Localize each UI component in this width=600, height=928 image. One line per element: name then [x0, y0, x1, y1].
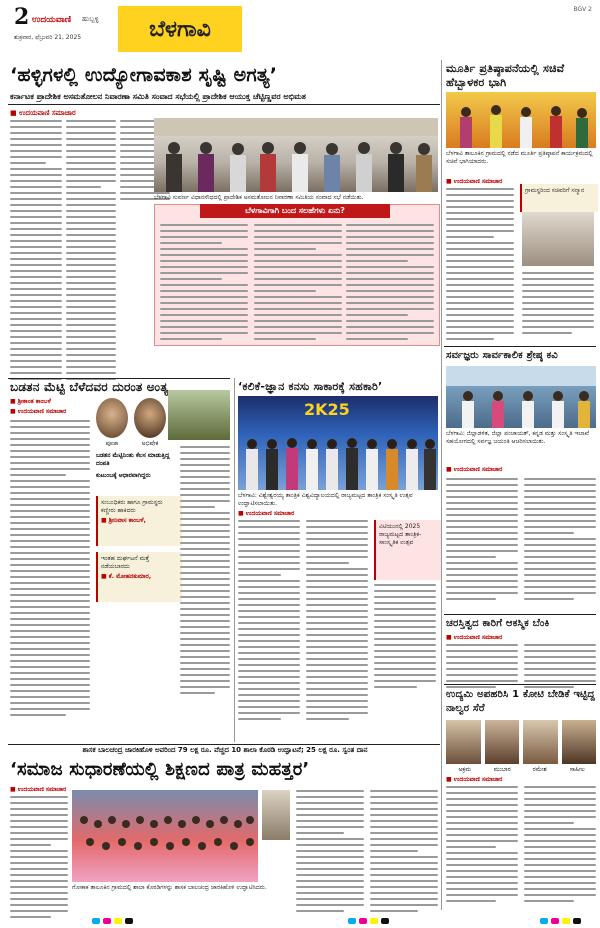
divider — [444, 684, 596, 685]
page-number: 2 — [14, 4, 30, 30]
fire-headline: ಚರಸ್ತಿತ್ವದ ಕಾರಿಗೆ ಆಕಸ್ಮಿಕ ಬೆಂಕಿ — [446, 618, 550, 629]
sarvajna-col1 — [446, 478, 518, 604]
sarvajna-byline: ■ ಉದಯವಾಣಿ ಸಮಾಚಾರ — [446, 466, 503, 473]
samaja-caption: ಗೋಕಾಕ ತಾಲೂಕಿನ ಗ್ರಾಮದಲ್ಲಿ ಶಾಲಾ ಕೊಠಡಿಗಳನ್ನು ಶಾಸಕ ಬಾಲಚಂದ್ರ ಜಾರಕಿಹೊಳಿ ಉದ್ಘಾಟಿಸಿದರು. — [72, 884, 267, 891]
mugshot — [485, 720, 520, 764]
page-code: BGV 2 — [573, 6, 592, 13]
tragedy-fact-1: ಬಡತನ ಮೆಟ್ಟಿನಿಂತು ಕೆಲಸ ಮಾಡುತ್ತಿದ್ದ ದಂಪತಿ — [96, 452, 170, 467]
black-mark — [381, 918, 389, 924]
lead-headline: ‘ಹಳ್ಳಿಗಳಲ್ಲಿ ಉದ್ಯೋಗಾವಕಾಶ ಸೃಷ್ಟಿ ಅಗತ್ಯ’ — [10, 64, 278, 86]
right-top-sidebox: ಗ್ರಾಮಸ್ಥರಿಂದ ಸಚಿವರಿಗೆ ಸನ್ಮಾನ — [520, 184, 598, 212]
samaja-photo-crowd — [72, 790, 258, 882]
page-header — [0, 0, 600, 58]
samaja-byline: ■ ಉದಯವಾಣಿ ಸಮಾಚಾರ — [10, 786, 67, 793]
divider — [8, 378, 230, 379]
tragedy-byline2: ■ ಉದಯವಾಣಿ ಸಮಾಚಾರ — [10, 408, 67, 415]
cyan-mark — [540, 918, 548, 924]
suggestion-col2 — [254, 224, 342, 344]
samaja-col1 — [10, 796, 68, 922]
edition-small: ಹುಬ್ಬಳ್ಳಿ — [82, 15, 99, 23]
quote-text: ಸಂಬಂಧಿಕರು ಹಾಗೂ ಗ್ರಾಮಸ್ಥರು ಕಣ್ಣೀರು ಹಾಕಿದರು — [101, 499, 163, 514]
udyami-byline: ■ ಉದಯವಾಣಿ ಸಮಾಚಾರ — [446, 776, 503, 783]
divider — [8, 744, 440, 745]
suggestion-col1 — [160, 224, 248, 344]
samaja-headline: ‘ಸಮಾಜ ಸುಧಾರಣೆಯಲ್ಲಿ ಶಿಕ್ಷಣದ ಪಾತ್ರ ಮಹತ್ತರ’ — [10, 759, 310, 780]
sarvajna-headline: ಸರ್ವಜ್ಞರು ಸಾರ್ವಕಾಲಿಕ ಶ್ರೇಷ್ಠ ಕವಿ — [446, 350, 558, 361]
quote-author: ■ ಕೆ. ಮೋಹನಕುಮಾರ, — [101, 573, 152, 580]
sarvajna-photo — [446, 366, 596, 428]
tragedy-byline: ■ ಶ್ರೀಕಾಂತ ಕಾಂಬಳೆ — [10, 398, 51, 405]
right-top-byline: ■ ಉದಯವಾಣಿ ಸಮಾಚಾರ — [446, 178, 503, 185]
lead-photo-figures — [154, 118, 438, 192]
yellow-mark — [562, 918, 570, 924]
divider — [444, 614, 596, 615]
udyami-col1 — [446, 786, 518, 906]
kalike-photo — [238, 396, 438, 490]
samaja-kicker: ಶಾಸಕ ಬಾಲಚಂದ್ರ ಜಾರಕಿಹೊಳಿ ಅವರಿಂದ 79 ಲಕ್ಷ ರೂ. ವೆಚ್ಚದ 10 ಶಾಲಾ ಕೊಠಡಿ ಉದ್ಘಾಟನೆ; 25 ಲಕ್ಷ ರೂ. ಸ್ವಂತ ದಾನ — [82, 746, 368, 754]
lead-photo — [154, 118, 438, 192]
kalike-col3 — [374, 584, 436, 692]
suggestion-box-title: ಬೆಳಗಾವಿಗಾಗಿ ಬಂದ ಸಲಹೆಗಳು ಏನು? — [200, 204, 390, 218]
dateline: ಶುಕ್ರವಾರ, ಫೆಬ್ರುವರಿ 21, 2025 — [14, 34, 82, 41]
stage-banner-text: 2K25 — [304, 400, 350, 419]
tragedy-photo-3 — [168, 390, 230, 440]
right-top-col2 — [522, 272, 594, 338]
kalike-photo-figures — [238, 396, 438, 490]
yellow-mark — [114, 918, 122, 924]
kalike-highlight-box: ವಿಟಿಯುನಲ್ಲಿ 2025 ರಾಜ್ಯಮಟ್ಟದ ತಾಂತ್ರಿಕ-ಸಾಂಸ್ಕೃತಿಕ ಉತ್ಸವ — [374, 520, 442, 580]
magenta-mark — [551, 918, 559, 924]
lead-photo-caption: ಬೆಳಗಾವಿ ಸುವರ್ಣ ವಿಧಾನಸೌಧದಲ್ಲಿ ಪ್ರಾದೇಶಿಕ ಅಸಮತೋಲನ ನಿವಾರಣಾ ಸಮಿತಿಯ ಸಂವಾದ ಸಭೆ ನಡೆಯಿತು. — [154, 194, 364, 201]
column-rule — [441, 60, 442, 910]
color-registration-marks — [92, 918, 133, 924]
magenta-mark — [359, 918, 367, 924]
black-mark — [573, 918, 581, 924]
right-top-photo — [446, 92, 596, 148]
udyami-names — [446, 766, 596, 774]
tragedy-quote-1 — [96, 496, 182, 546]
quote-text: ಇಂತಹ ದುರ್ಘಟನೆ ಮತ್ತೆ ನಡೆಯಬಾರದು — [101, 555, 150, 570]
tragedy-photo-1 — [96, 398, 128, 438]
cyan-mark — [92, 918, 100, 924]
mugshot-name: ರಮೇಶ — [532, 766, 547, 773]
lead-subhead: ಕರ್ನಾಟಕ ಪ್ರಾದೇಶಿಕ ಅಸಮತೋಲನ ನಿವಾರಣಾ ಸಮಿತಿ ಸಂವಾದ ಸಭೆಯಲ್ಲಿ ಪ್ರಾದೇಶಿಕ ಆಯುಕ್ತ ಚೆಟ್ಟಿಣ್ಣವರ ಅಭಿಮತ — [10, 92, 306, 101]
color-registration-marks — [540, 918, 581, 924]
column-rule — [234, 378, 235, 742]
sarvajna-caption: ಬೆಳಗಾವಿ: ಜಿಲ್ಲಾಡಳಿತ, ಜಿಲ್ಲಾ ಪಂಚಾಯತ್, ಕನ್ನಡ ಮತ್ತು ಸಂಸ್ಕೃತಿ ಇಲಾಖೆ ಸಹಯೋಗದಲ್ಲಿ ಸರ್ವಜ್ಞ ಜಯಂತಿ ಆಚರಿಸಲಾಯಿತು. — [446, 430, 589, 445]
black-mark — [125, 918, 133, 924]
mugshot — [562, 720, 597, 764]
udyami-headline: ಉದ್ಯಮಿ ಅಪಹರಿಸಿ 1 ಕೋಟಿ ಬೇಡಿಕೆ ಇಟ್ಟಿದ್ದ ನಾಲ್ವರ ಸೆರೆ — [446, 689, 596, 714]
mugshot-name: ಸಾಹೀಲ — [569, 766, 585, 773]
divider — [8, 104, 440, 105]
mugshot — [523, 720, 558, 764]
sarvajna-col2 — [524, 478, 596, 604]
right-top-photo-figures — [446, 92, 596, 148]
tragedy-photo-2 — [134, 398, 166, 438]
samaja-photo — [72, 790, 258, 882]
tragedy-name-2: ಅಭಿಷೇಕ — [141, 440, 159, 447]
cyan-mark — [348, 918, 356, 924]
tragedy-quote-2 — [96, 552, 182, 602]
right-top-col1 — [446, 188, 514, 344]
lead-text-col1 — [10, 120, 62, 384]
udyami-col2 — [524, 786, 596, 906]
kalike-byline: ■ ಉದಯವಾಣಿ ಸಮಾಚಾರ — [238, 510, 295, 517]
samaja-col3 — [370, 790, 438, 916]
edition-name: ಬೆಳಗಾವಿ — [118, 6, 242, 52]
samaja-photo-2 — [262, 790, 290, 840]
fire-byline: ■ ಉದಯವಾಣಿ ಸಮಾಚಾರ — [446, 634, 503, 641]
right-top-headline: ಮೂರ್ತಿ ಪ್ರತಿಷ್ಠಾಪನೆಯಲ್ಲಿ ಸಚಿವೆ ಹೆಬ್ಬಾಳಕರ ಭಾಗಿ — [446, 62, 565, 89]
lead-byline: ■ ಉದಯವಾಣಿ ಸಮಾಚಾರ — [10, 109, 76, 117]
tragedy-headline: ಬಡತನ ಮೆಟ್ಟಿ ಬೆಳೆದವರ ದುರಂತ ಅಂತ್ಯ — [10, 380, 169, 394]
sarvajna-photo-figures — [446, 366, 596, 428]
udyami-mugshots — [446, 720, 596, 764]
mugshot-name: ಅಕ್ರಮ — [458, 766, 472, 773]
suggestion-col3 — [346, 224, 434, 344]
tragedy-fact-2: ಕುಟುಂಬಕ್ಕೆ ಆಧಾರವಾಗಿದ್ದರು — [96, 472, 151, 479]
kalike-caption: ಬೆಳಗಾವಿ: ವಿಶ್ವೇಶ್ವರಯ್ಯ ತಾಂತ್ರಿಕ ವಿಶ್ವವಿದ್ಯಾಲಯದಲ್ಲಿ ರಾಜ್ಯಮಟ್ಟದ ತಾಂತ್ರಿಕ ಸಂಸ್ಕೃತಿ ಉತ್ಸವ ಉದ್ಘಾಟಿಸಲಾಯಿತು. — [238, 492, 413, 507]
right-top-photo2 — [522, 212, 594, 266]
right-top-photo-caption: ಬೆಳಗಾವಿ ತಾಲೂಕಿನ ಗ್ರಾಮದಲ್ಲಿ ನಡೆದ ಮೂರ್ತಿ ಪ್ರತಿಷ್ಠಾಪನೆ ಕಾರ್ಯಕ್ರಮದಲ್ಲಿ ಸಚಿವೆ ಭಾಗಿಯಾದರು. — [446, 150, 593, 165]
kalike-headline: ‘ಕಲಿಕೆ-ಜ್ಞಾನ ಕನಸು ಸಾಕಾರಕ್ಕೆ ಸಹಕಾರಿ’ — [238, 380, 383, 393]
divider — [444, 346, 596, 347]
tragedy-col2 — [180, 446, 230, 698]
quote-author: ■ ಶ್ರೀನಿವಾಸ ಕಾಂಬಳೆ, — [101, 517, 146, 524]
kalike-col2 — [306, 520, 368, 724]
mugshot — [446, 720, 481, 764]
tragedy-col1 — [10, 420, 90, 720]
mugshot-name: ಮುಬಾರ — [493, 766, 511, 773]
yellow-mark — [370, 918, 378, 924]
tragedy-name-1: ಪೂಜಾ — [105, 440, 119, 447]
paper-name: ಉದಯವಾಣಿ — [32, 15, 72, 25]
magenta-mark — [103, 918, 111, 924]
samaja-col2 — [296, 790, 364, 916]
kalike-col1 — [238, 520, 300, 724]
lead-text-col2 — [66, 120, 116, 384]
color-registration-marks — [348, 918, 389, 924]
